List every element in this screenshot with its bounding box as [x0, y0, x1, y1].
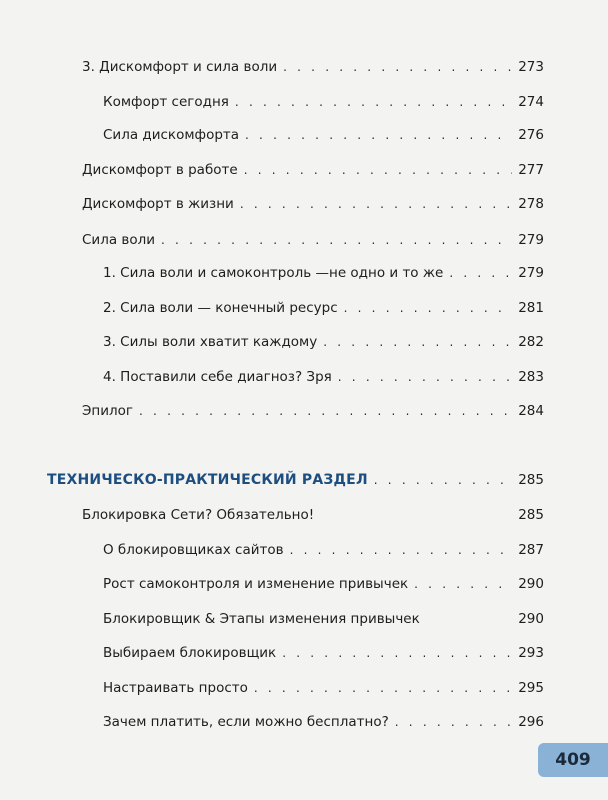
toc-entry [82, 506, 544, 524]
leader-dots [245, 126, 512, 144]
toc-entry-title: Выбираем блокировщик [103, 645, 277, 661]
toc-entry-title: Рост самоконтроля и изменение привычек [103, 576, 409, 592]
section-title: ТЕХНИЧЕСКО-ПРАКТИЧЕСКИЙ РАЗДЕЛ [47, 472, 368, 488]
toc-entry [103, 264, 544, 282]
toc-entry [82, 161, 544, 179]
toc-entry-page: 278 [518, 196, 544, 212]
leader-dots [414, 575, 512, 593]
toc-entry [103, 93, 544, 111]
toc-entry [103, 299, 544, 317]
toc-entry [103, 368, 544, 386]
toc-entry-title: 1. Сила воли и самоконтроль —не одно и то же [103, 265, 444, 281]
toc-entry-page: 283 [518, 369, 544, 385]
toc-entry-page: 279 [518, 232, 544, 248]
leader-dots [449, 264, 512, 282]
toc-entry-title: 2. Сила воли — конечный ресурс [103, 300, 338, 316]
leader-dots [283, 58, 512, 76]
toc-entry [103, 541, 544, 559]
toc-entry-title: 3. Силы воли хватит каждому [103, 334, 318, 350]
toc-section-heading [47, 471, 544, 489]
toc-entry [103, 679, 544, 697]
toc-entry-page: 290 [518, 611, 544, 627]
toc-entry-title: О блокировщиках сайтов [103, 542, 284, 558]
toc-entry [82, 402, 544, 420]
page-number: 409 [555, 750, 591, 770]
toc-entry-page: 296 [518, 714, 544, 730]
toc-entry-title: Комфорт сегодня [103, 94, 229, 110]
toc-entry [103, 333, 544, 351]
leader-dots [254, 679, 512, 697]
leader-dots [374, 471, 512, 489]
toc-entry-title: Настраивать просто [103, 680, 248, 696]
toc-entry-page: 285 [518, 507, 544, 523]
leader-dots [139, 402, 512, 420]
toc-entry [103, 713, 544, 731]
leader-dots [244, 161, 512, 179]
toc-entry-title: 3. Дискомфорт и сила воли [82, 59, 278, 75]
page-number-badge [538, 743, 608, 777]
toc-entry-title: Дискомфорт в работе [82, 162, 238, 178]
toc-entry-title: Эпилог [82, 403, 134, 419]
leader-dots [323, 333, 512, 351]
toc-entry-page: 281 [518, 300, 544, 316]
leader-dots [240, 195, 512, 213]
toc-entry-title: Блокировщик & Этапы изменения привычек [103, 611, 420, 627]
leader-dots [161, 231, 512, 249]
toc-entry-page: 285 [518, 472, 544, 488]
toc-entry-page: 287 [518, 542, 544, 558]
toc-entry-page: 273 [518, 59, 544, 75]
toc-entry-page: 282 [518, 334, 544, 350]
toc-entry-page: 284 [518, 403, 544, 419]
toc-entry-title: Зачем платить, если можно бесплатно? [103, 714, 389, 730]
toc-entry [103, 575, 544, 593]
leader-dots [395, 713, 512, 731]
toc-entry-page: 293 [518, 645, 544, 661]
leader-dots [235, 93, 512, 111]
toc-entry [103, 610, 544, 628]
toc-entry [82, 231, 544, 249]
toc-entry-title: Блокировка Сети? Обязательно! [82, 507, 315, 523]
toc-entry-page: 274 [518, 94, 544, 110]
leader-dots [282, 644, 512, 662]
toc-entry-page: 279 [518, 265, 544, 281]
leader-dots [290, 541, 512, 559]
toc-entry [103, 126, 544, 144]
toc-entry-title: Дискомфорт в жизни [82, 196, 234, 212]
toc-entry-page: 290 [518, 576, 544, 592]
toc-entry-title: Сила воли [82, 232, 156, 248]
toc-entry-title: Сила дискомфорта [103, 127, 240, 143]
toc-entry-page: 295 [518, 680, 544, 696]
toc-entry-title: 4. Поставили себе диагноз? Зря [103, 369, 332, 385]
toc-entry [82, 58, 544, 76]
toc-entry-page: 276 [518, 127, 544, 143]
toc-entry [82, 195, 544, 213]
toc-entry-page: 277 [518, 162, 544, 178]
leader-dots [338, 368, 512, 386]
toc-entry [103, 644, 544, 662]
leader-dots [344, 299, 512, 317]
